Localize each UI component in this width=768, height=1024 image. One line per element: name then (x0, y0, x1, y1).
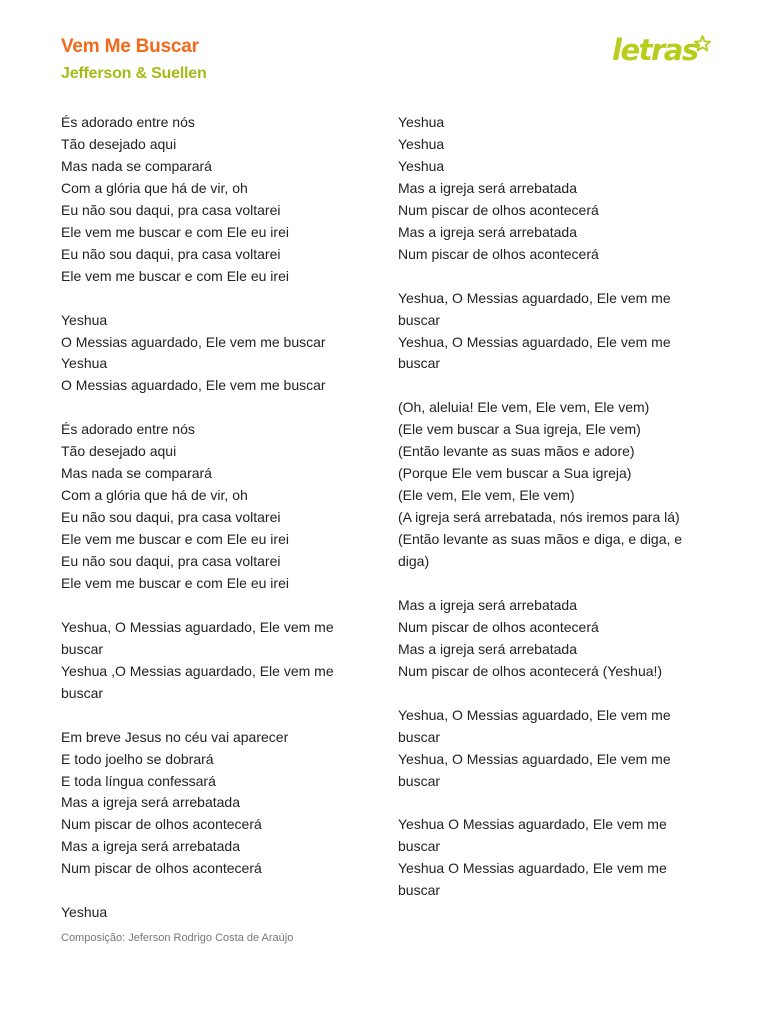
lyric-line: Mas a igreja será arrebatada (398, 596, 577, 613)
lyric-line: Mas a igreja será arrebatada (398, 179, 577, 196)
lyrics-stanza (61, 112, 371, 288)
lyric-line: Yeshua (61, 355, 108, 372)
lyrics-stanza (398, 397, 708, 573)
lyric-line: E todo joelho se dobrará (61, 750, 214, 767)
lyric-line: Yeshua, O Messias aguardado, Ele vem me buscar (398, 333, 671, 372)
lyric-line: Eu não sou daqui, pra casa voltarei (61, 509, 281, 526)
lyric-line: Eu não sou daqui, pra casa voltarei (61, 553, 281, 570)
lyrics-stanza (398, 112, 708, 266)
lyric-line: Yeshua (61, 904, 108, 921)
lyrics-stanza (398, 814, 708, 902)
lyric-line: O Messias aguardado, Ele vem me buscar (61, 333, 326, 350)
lyric-line: (Então levante as suas mãos e adore) (398, 443, 635, 460)
lyric-line: Mas nada se comparará (61, 157, 212, 174)
lyric-line: Num piscar de olhos acontecerá (398, 201, 599, 218)
song-title: Vem Me Buscar (61, 36, 199, 57)
lyric-line: Tão desejado aqui (61, 443, 177, 460)
lyric-line: Mas a igreja será arrebatada (398, 640, 577, 657)
lyric-line: (Então levante as suas mãos e diga, e diga, e diga) (398, 531, 683, 570)
lyric-line: Num piscar de olhos acontecerá (398, 618, 599, 635)
lyrics-stanza (398, 705, 708, 793)
lyric-line: Yeshua O Messias aguardado, Ele vem me buscar (398, 816, 667, 855)
lyric-line: És adorado entre nós (61, 114, 195, 130)
lyrics-stanza (61, 617, 371, 705)
lyric-line: (Ele vem, Ele vem, Ele vem) (398, 487, 575, 504)
lyric-line: Eu não sou daqui, pra casa voltarei (61, 245, 281, 262)
lyric-line: Num piscar de olhos acontecerá (Yeshua!) (398, 662, 663, 679)
lyric-line: (Ele vem buscar a Sua igreja, Ele vem) (398, 421, 641, 438)
lyric-line: Yeshua, O Messias aguardado, Ele vem me buscar (398, 289, 671, 328)
composer-credit: Composição: Jeferson Rodrigo Costa de Araújo (61, 932, 294, 944)
lyrics-stanza (398, 288, 708, 376)
lyrics-stanza (398, 595, 708, 683)
lyric-line: Yeshua ,O Messias aguardado, Ele vem me buscar (61, 662, 334, 701)
lyric-line: Tão desejado aqui (61, 135, 177, 152)
lyric-line: Yeshua O Messias aguardado, Ele vem me buscar (398, 860, 667, 899)
lyrics-stanza (61, 727, 371, 881)
lyric-line: E toda língua confessará (61, 772, 216, 789)
lyric-line: Em breve Jesus no céu vai aparecer (61, 728, 289, 745)
letras-logo (610, 30, 714, 72)
lyrics-stanza (61, 419, 371, 595)
lyrics-stanza (61, 902, 371, 924)
song-artist: Jefferson & Suellen (61, 65, 207, 82)
lyric-line: Yeshua, O Messias aguardado, Ele vem me buscar (398, 750, 671, 789)
lyric-line: Mas nada se comparará (61, 465, 212, 482)
lyric-line: Yeshua (398, 114, 445, 130)
lyric-line: Yeshua, O Messias aguardado, Ele vem me buscar (61, 618, 334, 657)
lyric-line: Ele vem me buscar e com Ele eu irei (61, 267, 289, 284)
lyric-line: (Oh, aleluia! Ele vem, Ele vem, Ele vem) (398, 399, 650, 416)
lyric-line: Ele vem me buscar e com Ele eu irei (61, 574, 289, 591)
lyric-line: Num piscar de olhos acontecerá (398, 245, 599, 262)
lyric-line: Ele vem me buscar e com Ele eu irei (61, 223, 289, 240)
lyric-line: Num piscar de olhos acontecerá (61, 816, 262, 833)
lyrics-stanza (61, 310, 371, 398)
lyric-line: Yeshua (398, 135, 445, 152)
lyric-line: Mas a igreja será arrebatada (61, 838, 240, 855)
lyric-line: Eu não sou daqui, pra casa voltarei (61, 201, 281, 218)
lyric-line: És adorado entre nós (61, 421, 195, 438)
lyric-line: Ele vem me buscar e com Ele eu irei (61, 531, 289, 548)
lyrics-column-right (398, 112, 708, 924)
lyric-line: Mas a igreja será arrebatada (398, 223, 577, 240)
lyric-line: Com a glória que há de vir, oh (61, 179, 248, 196)
lyric-line: O Messias aguardado, Ele vem me buscar (61, 377, 326, 394)
lyric-line: Mas a igreja será arrebatada (61, 794, 240, 811)
lyric-line: (A igreja será arrebatada, nós iremos para lá) (398, 509, 680, 526)
letras-logo-text: letras (612, 33, 698, 67)
lyric-line: Com a glória que há de vir, oh (61, 487, 248, 504)
lyrics-column-left (61, 112, 371, 946)
lyric-line: Yeshua (398, 157, 445, 174)
lyric-line: Num piscar de olhos acontecerá (61, 860, 262, 877)
lyric-line: (Porque Ele vem buscar a Sua igreja) (398, 465, 632, 482)
lyric-line: Yeshua (61, 311, 108, 328)
lyric-line: Yeshua, O Messias aguardado, Ele vem me buscar (398, 706, 671, 745)
